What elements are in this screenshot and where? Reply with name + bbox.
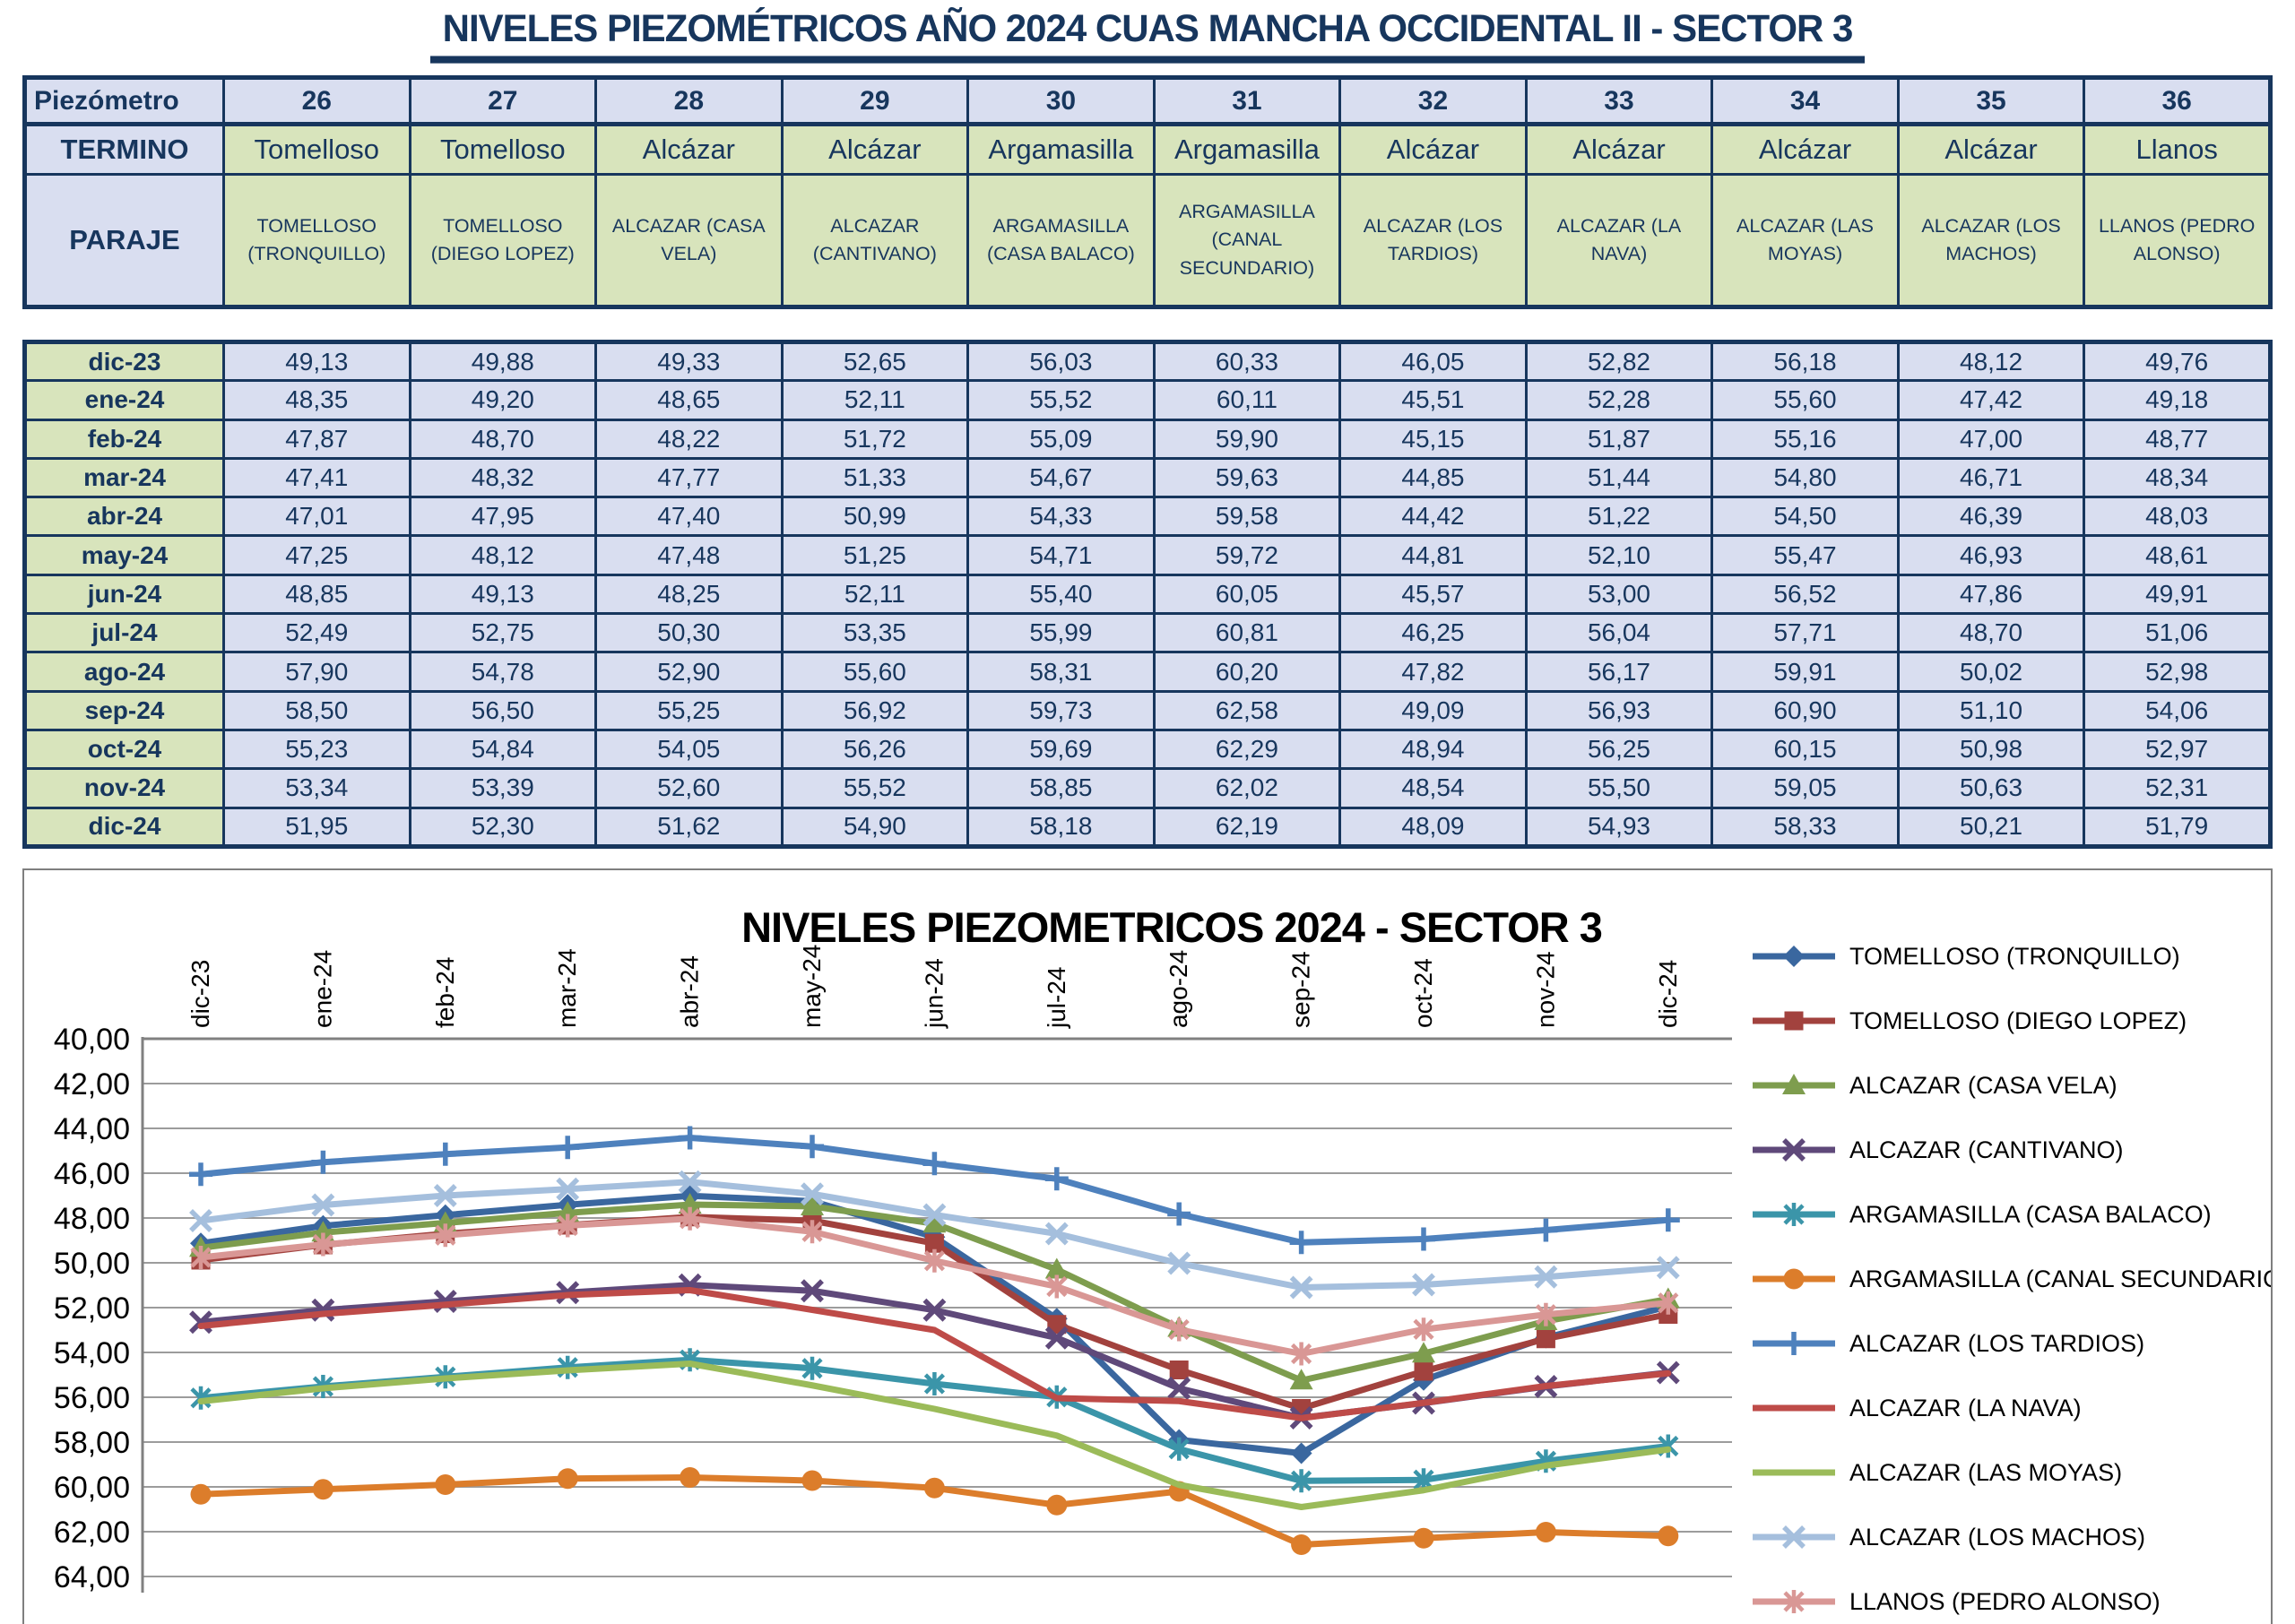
value-cell: 52,10	[1526, 536, 1712, 574]
y-axis-tick-label: 50,00	[53, 1246, 130, 1281]
value-cell: 52,97	[2084, 730, 2271, 768]
month-cell: feb-24	[25, 419, 224, 458]
legend-label: ALCAZAR (CASA VELA)	[1849, 1071, 2117, 1099]
value-cell: 46,71	[1898, 458, 2084, 497]
table-row	[25, 175, 2271, 307]
value-cell: 48,09	[1340, 808, 1527, 846]
legend-label: ALCAZAR (LOS TARDIOS)	[1849, 1329, 2145, 1357]
termino-cell: Tomelloso	[410, 125, 596, 175]
y-axis-tick-label: 44,00	[53, 1111, 130, 1146]
x-axis-tick-label: jul-24	[1042, 966, 1070, 1028]
value-cell: 53,39	[410, 769, 596, 808]
value-cell: 52,30	[410, 808, 596, 846]
termino-cell: Alcázar	[1712, 125, 1899, 175]
line-chart	[24, 870, 2271, 1624]
value-cell: 53,34	[224, 769, 411, 808]
value-cell: 62,19	[1154, 808, 1340, 846]
value-cell: 48,94	[1340, 730, 1527, 768]
piezometer-number-cell: 36	[2084, 78, 2271, 125]
value-cell: 51,33	[782, 458, 968, 497]
value-cell: 48,25	[596, 574, 783, 613]
value-cell: 54,06	[2084, 691, 2271, 730]
piezometer-number-cell: 35	[1898, 78, 2084, 125]
value-cell: 51,87	[1526, 419, 1712, 458]
value-cell: 56,52	[1712, 574, 1899, 613]
value-cell: 49,13	[224, 342, 411, 381]
y-axis-tick-label: 62,00	[53, 1515, 130, 1550]
value-cell: 56,92	[782, 691, 968, 730]
value-cell: 49,09	[1340, 691, 1527, 730]
paraje-cell: ARGAMASILLA (CANAL SECUNDARIO)	[1154, 175, 1340, 307]
value-cell: 62,02	[1154, 769, 1340, 808]
value-cell: 52,31	[2084, 769, 2271, 808]
y-axis-tick-label: 54,00	[53, 1335, 130, 1370]
value-cell: 49,33	[596, 342, 783, 381]
chart-series	[191, 1467, 1679, 1555]
table-row	[25, 808, 2271, 846]
table-row	[25, 614, 2271, 652]
value-cell: 47,95	[410, 497, 596, 536]
value-cell: 59,58	[1154, 497, 1340, 536]
value-cell: 50,63	[1898, 769, 2084, 808]
value-cell: 58,85	[968, 769, 1155, 808]
month-cell: oct-24	[25, 730, 224, 768]
table-row	[25, 574, 2271, 613]
value-cell: 55,23	[224, 730, 411, 768]
legend-item	[1753, 1330, 2144, 1357]
value-cell: 50,99	[782, 497, 968, 536]
value-cell: 47,86	[1898, 574, 2084, 613]
paraje-cell: ARGAMASILLA (CASA BALACO)	[968, 175, 1155, 307]
value-cell: 47,82	[1340, 652, 1527, 691]
value-cell: 59,63	[1154, 458, 1340, 497]
value-cell: 58,50	[224, 691, 411, 730]
y-axis-tick-label: 42,00	[53, 1067, 130, 1101]
month-cell: dic-24	[25, 808, 224, 846]
value-cell: 55,60	[1712, 381, 1899, 419]
piezometer-header-table	[22, 75, 2273, 309]
x-axis-tick-label: jun-24	[920, 958, 948, 1028]
value-cell: 59,91	[1712, 652, 1899, 691]
legend-item	[1753, 1524, 2145, 1551]
termino-cell: Alcázar	[596, 125, 783, 175]
value-cell: 48,34	[2084, 458, 2271, 497]
value-cell: 47,01	[224, 497, 411, 536]
value-cell: 54,93	[1526, 808, 1712, 846]
legend-label: TOMELLOSO (DIEGO LOPEZ)	[1849, 1006, 2187, 1034]
piezometer-number-cell: 34	[1712, 78, 1899, 125]
value-cell: 56,18	[1712, 342, 1899, 381]
legend-item	[1753, 1007, 2187, 1034]
termino-cell: Alcázar	[1340, 125, 1527, 175]
value-cell: 48,85	[224, 574, 411, 613]
value-cell: 55,47	[1712, 536, 1899, 574]
x-axis-tick-label: sep-24	[1286, 951, 1315, 1028]
paraje-cell: ALCAZAR (LAS MOYAS)	[1712, 175, 1899, 307]
legend-label: ALCAZAR (CANTIVANO)	[1849, 1136, 2124, 1163]
piezometer-number-cell: 31	[1154, 78, 1340, 125]
value-cell: 51,95	[224, 808, 411, 846]
value-cell: 54,71	[968, 536, 1155, 574]
x-axis-tick-label: abr-24	[675, 955, 704, 1028]
value-cell: 58,33	[1712, 808, 1899, 846]
table-row	[25, 381, 2271, 419]
chart-title: NIVELES PIEZOMETRICOS 2024 - SECTOR 3	[741, 903, 1602, 951]
table-row	[25, 691, 2271, 730]
y-axis-tick-label: 52,00	[53, 1291, 130, 1326]
y-axis-tick-label: 40,00	[53, 1022, 130, 1057]
value-cell: 57,90	[224, 652, 411, 691]
value-cell: 50,30	[596, 614, 783, 652]
paraje-cell: ALCAZAR (LOS TARDIOS)	[1340, 175, 1527, 307]
month-cell: jun-24	[25, 574, 224, 613]
month-cell: nov-24	[25, 769, 224, 808]
paraje-cell: ALCAZAR (LOS MACHOS)	[1898, 175, 2084, 307]
y-axis-tick-label: 58,00	[53, 1425, 130, 1460]
value-cell: 59,05	[1712, 769, 1899, 808]
piezometer-number-cell: 27	[410, 78, 596, 125]
page-title-wrap	[22, 7, 2273, 63]
value-cell: 59,72	[1154, 536, 1340, 574]
termino-cell: Alcázar	[782, 125, 968, 175]
month-cell: ene-24	[25, 381, 224, 419]
value-cell: 53,00	[1526, 574, 1712, 613]
value-cell: 60,33	[1154, 342, 1340, 381]
value-cell: 45,57	[1340, 574, 1527, 613]
value-cell: 48,03	[2084, 497, 2271, 536]
table-row	[25, 536, 2271, 574]
piezometer-number-cell: 28	[596, 78, 783, 125]
value-cell: 58,18	[968, 808, 1155, 846]
value-cell: 51,72	[782, 419, 968, 458]
value-cell: 49,18	[2084, 381, 2271, 419]
legend-label: ARGAMASILLA (CANAL SECUNDARIO)	[1849, 1265, 2271, 1292]
value-cell: 48,22	[596, 419, 783, 458]
value-cell: 62,58	[1154, 691, 1340, 730]
value-cell: 51,06	[2084, 614, 2271, 652]
x-axis-tick-label: feb-24	[430, 956, 459, 1028]
value-cell: 55,09	[968, 419, 1155, 458]
value-cell: 53,35	[782, 614, 968, 652]
value-cell: 51,44	[1526, 458, 1712, 497]
termino-cell: Tomelloso	[224, 125, 411, 175]
termino-label: TERMINO	[25, 125, 224, 175]
legend-label: TOMELLOSO (TRONQUILLO)	[1849, 942, 2180, 970]
table-row	[25, 78, 2271, 125]
paraje-label: PARAJE	[25, 175, 224, 307]
y-axis-tick-label: 56,00	[53, 1380, 130, 1415]
value-cell: 54,84	[410, 730, 596, 768]
value-cell: 47,40	[596, 497, 783, 536]
value-cell: 60,15	[1712, 730, 1899, 768]
value-cell: 49,91	[2084, 574, 2271, 613]
value-cell: 50,02	[1898, 652, 2084, 691]
value-cell: 54,05	[596, 730, 783, 768]
value-cell: 47,25	[224, 536, 411, 574]
value-cell: 54,50	[1712, 497, 1899, 536]
legend-label: LLANOS (PEDRO ALONSO)	[1849, 1587, 2161, 1615]
legend-item	[1753, 1266, 2271, 1292]
value-cell: 56,03	[968, 342, 1155, 381]
value-cell: 51,22	[1526, 497, 1712, 536]
value-cell: 50,98	[1898, 730, 2084, 768]
x-axis-tick-label: oct-24	[1409, 958, 1437, 1028]
table-row	[25, 730, 2271, 768]
value-cell: 49,13	[410, 574, 596, 613]
value-cell: 54,78	[410, 652, 596, 691]
value-cell: 52,75	[410, 614, 596, 652]
table-row	[25, 497, 2271, 536]
value-cell: 45,51	[1340, 381, 1527, 419]
value-cell: 59,69	[968, 730, 1155, 768]
piezometer-number-cell: 29	[782, 78, 968, 125]
value-cell: 55,25	[596, 691, 783, 730]
value-cell: 47,77	[596, 458, 783, 497]
value-cell: 55,40	[968, 574, 1155, 613]
value-cell: 58,31	[968, 652, 1155, 691]
value-cell: 46,93	[1898, 536, 2084, 574]
value-cell: 46,39	[1898, 497, 2084, 536]
legend-label: ALCAZAR (LAS MOYAS)	[1849, 1458, 2123, 1486]
chart-frame	[22, 868, 2273, 1624]
value-cell: 48,65	[596, 381, 783, 419]
value-cell: 52,60	[596, 769, 783, 808]
piezometer-number-cell: 30	[968, 78, 1155, 125]
value-cell: 44,85	[1340, 458, 1527, 497]
value-cell: 47,87	[224, 419, 411, 458]
month-cell: may-24	[25, 536, 224, 574]
value-cell: 49,76	[2084, 342, 2271, 381]
value-cell: 54,33	[968, 497, 1155, 536]
value-cell: 52,11	[782, 381, 968, 419]
termino-cell: Argamasilla	[968, 125, 1155, 175]
value-cell: 48,12	[410, 536, 596, 574]
value-cell: 54,67	[968, 458, 1155, 497]
value-cell: 52,90	[596, 652, 783, 691]
value-cell: 55,52	[782, 769, 968, 808]
value-cell: 57,71	[1712, 614, 1899, 652]
y-axis-tick-label: 64,00	[53, 1559, 130, 1594]
value-cell: 56,17	[1526, 652, 1712, 691]
value-cell: 55,16	[1712, 419, 1899, 458]
value-cell: 49,88	[410, 342, 596, 381]
value-cell: 48,70	[410, 419, 596, 458]
value-cell: 45,15	[1340, 419, 1527, 458]
value-cell: 48,32	[410, 458, 596, 497]
paraje-cell: ALCAZAR (CANTIVANO)	[782, 175, 968, 307]
value-cell: 48,54	[1340, 769, 1527, 808]
page-title: NIVELES PIEZOMÉTRICOS AÑO 2024 CUAS MANCHA OCCIDENTAL II - SECTOR 3	[430, 6, 1866, 63]
value-cell: 47,42	[1898, 381, 2084, 419]
value-cell: 55,50	[1526, 769, 1712, 808]
x-axis-tick-label: ene-24	[308, 949, 337, 1028]
value-cell: 62,29	[1154, 730, 1340, 768]
paraje-cell: TOMELLOSO (TRONQUILLO)	[224, 175, 411, 307]
value-cell: 48,61	[2084, 536, 2271, 574]
value-cell: 60,90	[1712, 691, 1899, 730]
value-cell: 56,93	[1526, 691, 1712, 730]
month-cell: jul-24	[25, 614, 224, 652]
table-row	[25, 652, 2271, 691]
value-cell: 51,79	[2084, 808, 2271, 846]
month-cell: abr-24	[25, 497, 224, 536]
value-cell: 54,80	[1712, 458, 1899, 497]
termino-cell: Llanos	[2084, 125, 2271, 175]
x-axis-tick-label: may-24	[798, 944, 826, 1028]
value-cell: 51,62	[596, 808, 783, 846]
table-row	[25, 458, 2271, 497]
paraje-cell: ALCAZAR (CASA VELA)	[596, 175, 783, 307]
chart-series	[191, 1275, 1678, 1428]
value-cell: 47,00	[1898, 419, 2084, 458]
value-cell: 56,50	[410, 691, 596, 730]
table-row	[25, 419, 2271, 458]
value-cell: 55,60	[782, 652, 968, 691]
value-cell: 56,04	[1526, 614, 1712, 652]
x-axis-tick-label: nov-24	[1531, 951, 1560, 1028]
value-cell: 59,90	[1154, 419, 1340, 458]
x-axis-tick-label: dic-24	[1653, 959, 1682, 1028]
table-row	[25, 342, 2271, 381]
value-cell: 52,98	[2084, 652, 2271, 691]
legend-item	[1753, 1201, 2212, 1228]
y-axis-tick-label: 60,00	[53, 1470, 130, 1505]
legend-item	[1753, 1395, 2082, 1421]
legend-item	[1753, 1459, 2122, 1486]
x-axis-tick-label: mar-24	[553, 948, 582, 1028]
legend-item	[1753, 1136, 2124, 1163]
piezometro-label: Piezómetro	[25, 78, 224, 125]
legend-label: ARGAMASILLA (CASA BALACO)	[1849, 1200, 2212, 1228]
legend-item	[1753, 1072, 2117, 1099]
value-cell: 48,12	[1898, 342, 2084, 381]
monthly-levels-table	[22, 340, 2273, 849]
termino-cell: Alcázar	[1898, 125, 2084, 175]
value-cell: 52,28	[1526, 381, 1712, 419]
value-cell: 47,41	[224, 458, 411, 497]
piezometer-number-cell: 26	[224, 78, 411, 125]
piezometer-number-cell: 33	[1526, 78, 1712, 125]
x-axis-tick-label: ago-24	[1165, 949, 1193, 1028]
value-cell: 55,52	[968, 381, 1155, 419]
value-cell: 46,25	[1340, 614, 1527, 652]
legend-item	[1753, 1588, 2161, 1615]
value-cell: 56,26	[782, 730, 968, 768]
table-row	[25, 125, 2271, 175]
table-row	[25, 769, 2271, 808]
value-cell: 49,20	[410, 381, 596, 419]
value-cell: 60,81	[1154, 614, 1340, 652]
value-cell: 47,48	[596, 536, 783, 574]
value-cell: 51,10	[1898, 691, 2084, 730]
value-cell: 56,25	[1526, 730, 1712, 768]
paraje-cell: LLANOS (PEDRO ALONSO)	[2084, 175, 2271, 307]
piezometer-number-cell: 32	[1340, 78, 1527, 125]
value-cell: 44,81	[1340, 536, 1527, 574]
value-cell: 60,05	[1154, 574, 1340, 613]
termino-cell: Alcázar	[1526, 125, 1712, 175]
value-cell: 46,05	[1340, 342, 1527, 381]
month-cell: mar-24	[25, 458, 224, 497]
value-cell: 60,11	[1154, 381, 1340, 419]
paraje-cell: ALCAZAR (LA NAVA)	[1526, 175, 1712, 307]
termino-cell: Argamasilla	[1154, 125, 1340, 175]
value-cell: 52,65	[782, 342, 968, 381]
value-cell: 52,11	[782, 574, 968, 613]
legend-item	[1753, 943, 2180, 970]
value-cell: 44,42	[1340, 497, 1527, 536]
value-cell: 54,90	[782, 808, 968, 846]
value-cell: 60,20	[1154, 652, 1340, 691]
y-axis-tick-label: 48,00	[53, 1201, 130, 1236]
value-cell: 55,99	[968, 614, 1155, 652]
paraje-cell: TOMELLOSO (DIEGO LOPEZ)	[410, 175, 596, 307]
value-cell: 48,77	[2084, 419, 2271, 458]
value-cell: 52,82	[1526, 342, 1712, 381]
legend-label: ALCAZAR (LA NAVA)	[1849, 1394, 2082, 1421]
y-axis-tick-label: 46,00	[53, 1156, 130, 1191]
month-cell: sep-24	[25, 691, 224, 730]
value-cell: 51,25	[782, 536, 968, 574]
value-cell: 52,49	[224, 614, 411, 652]
x-axis-tick-label: dic-23	[186, 959, 214, 1028]
value-cell: 48,35	[224, 381, 411, 419]
month-cell: dic-23	[25, 342, 224, 381]
value-cell: 59,73	[968, 691, 1155, 730]
value-cell: 50,21	[1898, 808, 2084, 846]
legend-label: ALCAZAR (LOS MACHOS)	[1849, 1523, 2146, 1551]
month-cell: ago-24	[25, 652, 224, 691]
value-cell: 48,70	[1898, 614, 2084, 652]
